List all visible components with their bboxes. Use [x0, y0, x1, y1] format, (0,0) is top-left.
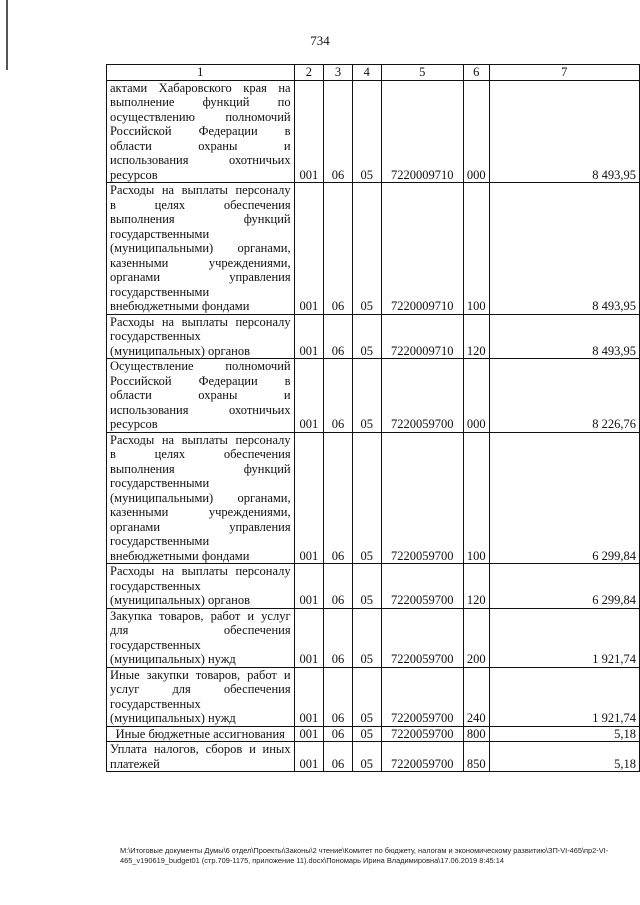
subsection-code-cell: 05 [352, 80, 381, 183]
expense-name-line: казенными учреждениями, [110, 505, 291, 519]
amount-cell: 8 493,95 [489, 314, 639, 359]
expense-name-cell [107, 432, 295, 564]
footer-line-1: M:\Итоговые документы Думы\6 отдел\Проекты\Законы\2 чтение\Комитет по бюджету, налогам и экономическому развитию\ЗП-VI-465\пр2-VI- [120, 846, 609, 855]
amount-cell: 5,18 [489, 726, 639, 742]
expense-name-line: (муниципальных) нужд [110, 652, 236, 666]
subsection-code-cell: 05 [352, 726, 381, 742]
expense-name-line: ресурсов [110, 417, 158, 431]
table-row [107, 742, 640, 772]
target-article-cell: 7220059700 [381, 564, 463, 609]
ministry-code-cell: 001 [294, 432, 323, 564]
expense-name-line: ресурсов [110, 167, 158, 182]
section-code-cell: 06 [324, 432, 353, 564]
amount-cell: 1 921,74 [489, 667, 639, 726]
ministry-code-cell: 001 [294, 726, 323, 742]
table-row [107, 564, 640, 609]
subsection-code-cell: 05 [352, 314, 381, 359]
ministry-code-cell: 001 [294, 564, 323, 609]
expense-name-line: казенными учреждениями, [110, 255, 291, 270]
expense-name-line: Расходы на выплаты персоналу [110, 183, 291, 197]
expense-name-line: области охраны и [110, 138, 291, 153]
expense-name-line: Расходы на выплаты персоналу [110, 564, 291, 578]
expense-name-line: в целях обеспечения [110, 197, 291, 212]
expense-name-line: (муниципальных) нужд [110, 711, 236, 725]
expense-name-line: Иные закупки товаров, работ и [110, 667, 291, 682]
expense-type-cell: 120 [463, 314, 489, 359]
expense-name-line: Расходы на выплаты персоналу [110, 314, 291, 329]
subsection-code-cell: 05 [352, 608, 381, 667]
amount-cell: 8 226,76 [489, 359, 639, 433]
ministry-code-cell: 001 [294, 80, 323, 183]
expense-type-cell: 850 [463, 742, 489, 772]
table-row [107, 359, 640, 433]
header-cell-2: 2 [294, 65, 323, 81]
header-cell-3: 3 [324, 65, 353, 81]
subsection-code-cell: 05 [352, 359, 381, 433]
section-code-cell: 06 [324, 726, 353, 742]
header-cell-1: 1 [107, 65, 295, 81]
target-article-cell: 7220059700 [381, 608, 463, 667]
expense-name-line: для обеспечения [110, 623, 291, 637]
expense-name-line: выполнения функций [110, 461, 291, 476]
expense-name-line: Российской Федерации в [110, 124, 291, 138]
footer-line-2: 465_v190619_budget01 (стр.709-1175, приложение 11).docx\Пономарь Ирина Владимировна\17.06.2019 8:45:14 [120, 856, 504, 865]
amount-cell: 6 299,84 [489, 432, 639, 564]
subsection-code-cell: 05 [352, 564, 381, 609]
amount-cell: 8 493,95 [489, 183, 639, 315]
target-article-cell: 7220059700 [381, 359, 463, 433]
expense-name-cell [107, 608, 295, 667]
expense-name-line: государственными [110, 226, 210, 241]
expense-name-cell [107, 80, 295, 183]
expense-type-cell: 000 [463, 80, 489, 183]
section-code-cell: 06 [324, 564, 353, 609]
section-code-cell: 06 [324, 742, 353, 772]
target-article-cell: 7220059700 [381, 432, 463, 564]
expense-name-line: области охраны и [110, 388, 291, 402]
expense-name-line: государственными [110, 476, 210, 490]
expense-name-line: Закупка товаров, работ и услуг [110, 608, 291, 623]
table-row [107, 432, 640, 564]
expense-type-cell: 800 [463, 726, 489, 742]
ministry-code-cell: 001 [294, 742, 323, 772]
expense-name-cell [107, 726, 295, 742]
expense-type-cell: 120 [463, 564, 489, 609]
ministry-code-cell: 001 [294, 314, 323, 359]
target-article-cell: 7220009710 [381, 314, 463, 359]
expense-name-line: внебюджетными фондами [110, 548, 250, 563]
target-article-cell: 7220059700 [381, 726, 463, 742]
expense-name-line: осуществлению полномочий [110, 109, 291, 124]
header-row [107, 65, 640, 81]
expense-type-cell: 000 [463, 359, 489, 433]
header-cell-4: 4 [352, 65, 381, 81]
table-row [107, 80, 640, 183]
expense-type-cell: 100 [463, 183, 489, 315]
expense-name-cell [107, 359, 295, 433]
expense-type-cell: 200 [463, 608, 489, 667]
table-row [107, 608, 640, 667]
expense-type-cell: 100 [463, 432, 489, 564]
expense-name-line: государственных [110, 696, 201, 711]
expense-name-line: услуг для обеспечения [110, 682, 291, 696]
expense-name-line: (муниципальных) органов [110, 343, 251, 358]
expense-name-line: Осуществление полномочий [110, 359, 291, 373]
target-article-cell: 7220059700 [381, 667, 463, 726]
expense-name-line: платежей [110, 756, 160, 771]
ministry-code-cell: 001 [294, 359, 323, 433]
expense-name-line: (муниципальными) органами, [110, 490, 291, 505]
ministry-code-cell: 001 [294, 667, 323, 726]
target-article-cell: 7220059700 [381, 742, 463, 772]
section-code-cell: 06 [324, 608, 353, 667]
expense-name-line: органами управления [110, 519, 291, 534]
page-number: 734 [310, 33, 330, 48]
subsection-code-cell: 05 [352, 432, 381, 564]
expense-name-line: государственных [110, 329, 201, 343]
expense-name-line: государственными [110, 534, 210, 548]
amount-cell: 5,18 [489, 742, 639, 772]
subsection-code-cell: 05 [352, 667, 381, 726]
expense-name-cell [107, 742, 295, 772]
document-path-footer [120, 846, 620, 866]
expense-name-line: актами Хабаровского края на [110, 80, 291, 95]
target-article-cell: 7220009710 [381, 183, 463, 315]
expense-name-line: (муниципальными) органами, [110, 241, 291, 255]
expense-name-line: использования охотничьих [110, 153, 291, 167]
section-code-cell: 06 [324, 183, 353, 315]
section-code-cell: 06 [324, 667, 353, 726]
expense-name-cell [107, 183, 295, 315]
ministry-code-cell: 001 [294, 608, 323, 667]
expense-name-line: использования охотничьих [110, 402, 291, 417]
expense-name-line: государственных [110, 637, 201, 652]
table-row [107, 314, 640, 359]
amount-cell: 1 921,74 [489, 608, 639, 667]
expense-type-cell: 240 [463, 667, 489, 726]
expense-name-line: Российской Федерации в [110, 373, 291, 388]
expense-name-cell [107, 564, 295, 609]
header-cell-6: 6 [463, 65, 489, 81]
expense-name-line: государственными [110, 284, 210, 299]
expense-name-cell [107, 314, 295, 359]
table-row [107, 726, 640, 742]
section-code-cell: 06 [324, 314, 353, 359]
amount-cell: 6 299,84 [489, 564, 639, 609]
expense-name-line: Уплата налогов, сборов и иных [110, 742, 291, 756]
expense-name-line: в целях обеспечения [110, 447, 291, 461]
expense-name-line: государственных [110, 578, 201, 593]
ministry-code-cell: 001 [294, 183, 323, 315]
amount-cell: 8 493,95 [489, 80, 639, 183]
expense-name-line: (муниципальных) органов [110, 593, 251, 607]
subsection-code-cell: 05 [352, 742, 381, 772]
table-row [107, 183, 640, 315]
expense-name-line: выполнения функций [110, 212, 291, 226]
target-article-cell: 7220009710 [381, 80, 463, 183]
subsection-code-cell: 05 [352, 183, 381, 315]
expense-name-line: Расходы на выплаты персоналу [110, 432, 291, 447]
expense-name-line: внебюджетными фондами [110, 299, 250, 313]
table-row [107, 667, 640, 726]
expense-name-cell [107, 667, 295, 726]
expense-name-line: выполнение функций по [110, 95, 291, 109]
budget-table [106, 64, 640, 772]
section-code-cell: 06 [324, 80, 353, 183]
expense-name-line: органами управления [110, 270, 291, 284]
expense-name-line: Иные бюджетные ассигнования [115, 726, 285, 741]
header-cell-5: 5 [381, 65, 463, 81]
header-cell-7: 7 [489, 65, 639, 81]
section-code-cell: 06 [324, 359, 353, 433]
